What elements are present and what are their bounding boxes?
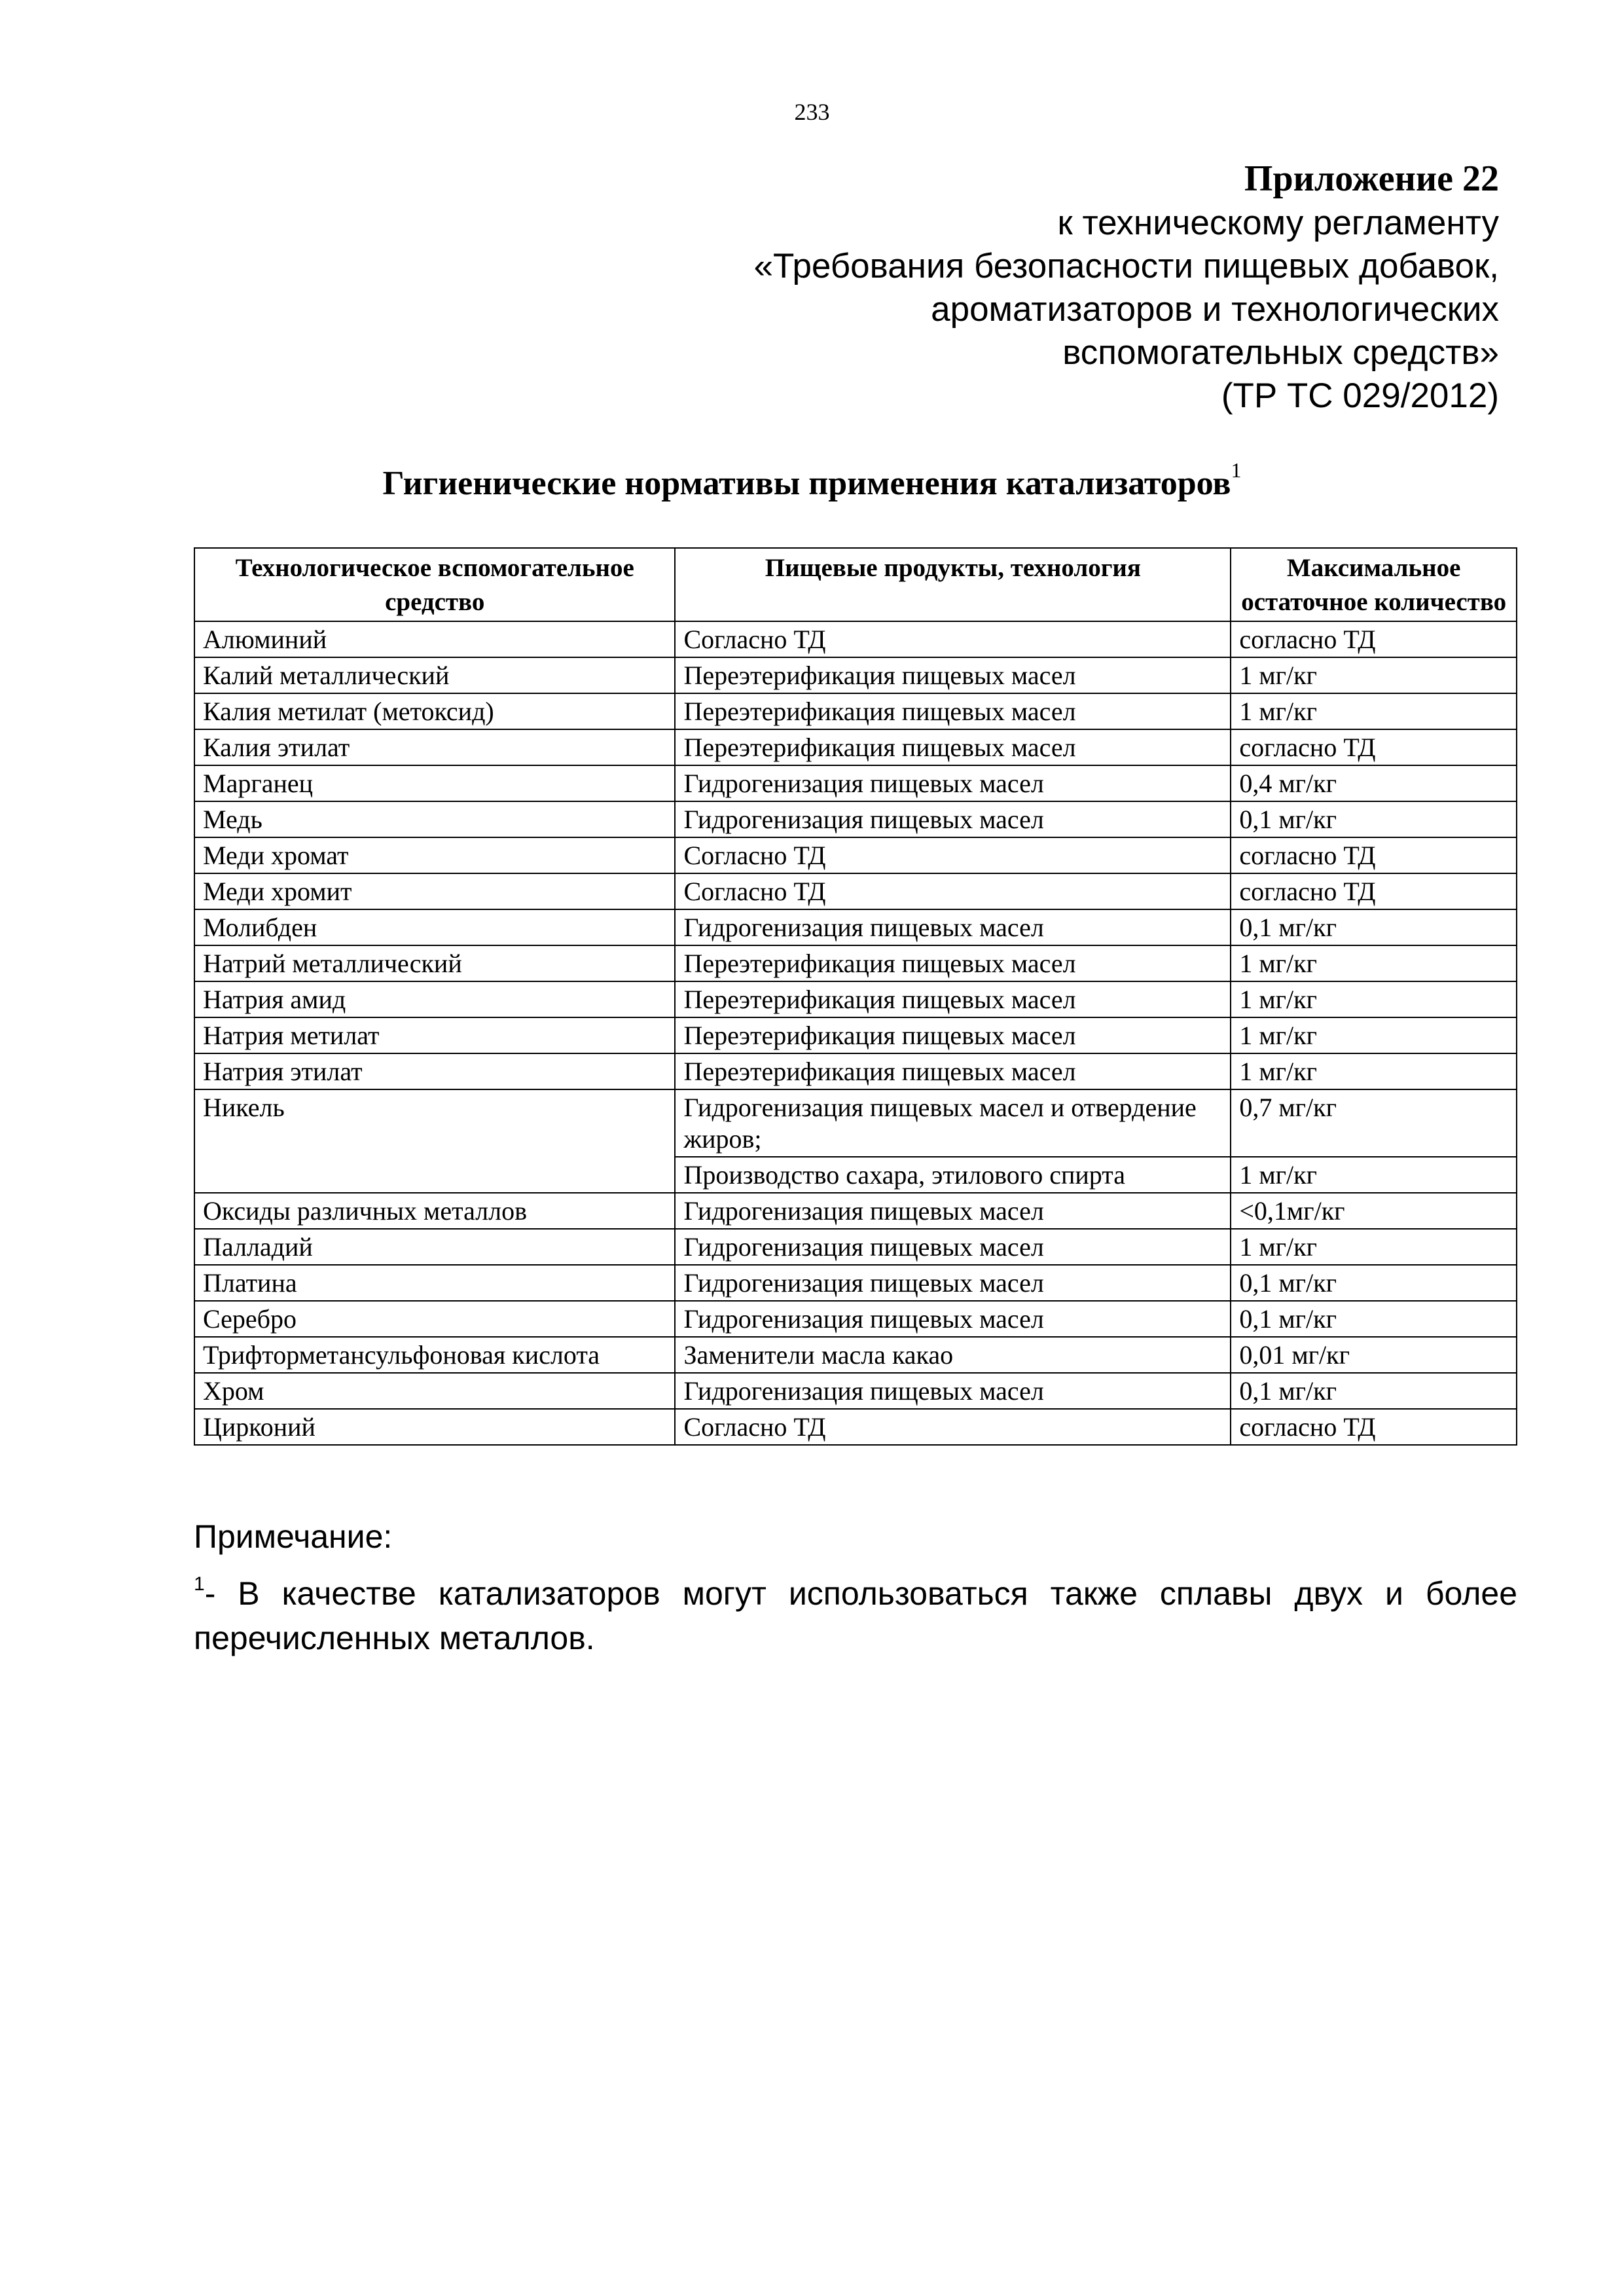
cell-max-residual: 0,4 мг/кг — [1231, 765, 1517, 801]
cell-product: Переэтерификация пищевых масел — [675, 693, 1231, 729]
cell-product: Переэтерификация пищевых масел — [675, 1053, 1231, 1089]
table-body — [194, 621, 1517, 1445]
cell-product: Согласно ТД — [675, 837, 1231, 873]
appendix-line: к техническому регламенту — [1057, 204, 1499, 242]
table-row — [194, 693, 1517, 729]
cell-product: Заменители масла какао — [675, 1337, 1231, 1373]
cell-max-residual: 0,01 мг/кг — [1231, 1337, 1517, 1373]
cell-product: Гидрогенизация пищевых масел — [675, 1193, 1231, 1229]
table-row — [194, 981, 1517, 1017]
cell-product: Гидрогенизация пищевых масел — [675, 801, 1231, 837]
cell-agent: Натрий металлический — [194, 945, 675, 981]
cell-agent: Трифторметансульфоновая кислота — [194, 1337, 675, 1373]
appendix-title: Приложение 22 — [1244, 158, 1499, 199]
cell-agent: Молибден — [194, 909, 675, 945]
cell-product: Согласно ТД — [675, 621, 1231, 657]
cell-max-residual: 0,1 мг/кг — [1231, 1265, 1517, 1301]
cell-product: Гидрогенизация пищевых масел — [675, 1373, 1231, 1409]
cell-max-residual: согласно ТД — [1231, 729, 1517, 765]
table-row — [194, 1229, 1517, 1265]
cell-agent: Меди хромат — [194, 837, 675, 873]
table-row — [194, 801, 1517, 837]
cell-product: Переэтерификация пищевых масел — [675, 981, 1231, 1017]
table-row — [194, 1301, 1517, 1337]
table-row — [194, 945, 1517, 981]
cell-max-residual: 1 мг/кг — [1231, 945, 1517, 981]
cell-product: Гидрогенизация пищевых масел — [675, 909, 1231, 945]
table-header-row — [194, 548, 1517, 621]
appendix-header — [517, 156, 1499, 418]
table-row — [194, 729, 1517, 765]
note-label: Примечание: — [194, 1518, 393, 1555]
cell-product: Переэтерификация пищевых масел — [675, 945, 1231, 981]
table-row — [194, 1089, 1517, 1157]
cell-max-residual: 0,1 мг/кг — [1231, 801, 1517, 837]
table-row — [194, 837, 1517, 873]
catalyst-norms-table — [194, 547, 1517, 1446]
cell-agent: Натрия этилат — [194, 1053, 675, 1089]
cell-max-residual: 0,7 мг/кг — [1231, 1089, 1517, 1157]
cell-max-residual: 0,1 мг/кг — [1231, 1301, 1517, 1337]
cell-max-residual: 1 мг/кг — [1231, 1053, 1517, 1089]
table-row — [194, 909, 1517, 945]
note-text — [194, 1562, 1517, 1660]
cell-product: Согласно ТД — [675, 1409, 1231, 1445]
page-number: 233 — [794, 99, 830, 125]
table-row — [194, 765, 1517, 801]
table-row — [194, 873, 1517, 909]
table-row — [194, 1017, 1517, 1053]
note-body: - В качестве катализаторов могут использоваться также сплавы двух и более перечисленных металлов. — [194, 1575, 1517, 1656]
cell-agent: Никель — [194, 1089, 675, 1193]
table-row — [194, 1193, 1517, 1229]
cell-max-residual: согласно ТД — [1231, 873, 1517, 909]
cell-product: Гидрогенизация пищевых масел — [675, 765, 1231, 801]
cell-product: Гидрогенизация пищевых масел — [675, 1229, 1231, 1265]
cell-agent: Палладий — [194, 1229, 675, 1265]
table-row — [194, 1373, 1517, 1409]
cell-product: Согласно ТД — [675, 873, 1231, 909]
cell-product: Производство сахара, этилового спирта — [675, 1157, 1231, 1193]
cell-max-residual: 0,1 мг/кг — [1231, 909, 1517, 945]
appendix-line: (ТР ТС 029/2012) — [1221, 376, 1499, 415]
table-row — [194, 657, 1517, 693]
cell-max-residual: 1 мг/кг — [1231, 1229, 1517, 1265]
cell-product: Переэтерификация пищевых масел — [675, 657, 1231, 693]
document-title-text: Гигиенические нормативы применения катализаторов — [382, 465, 1231, 502]
cell-agent: Алюминий — [194, 621, 675, 657]
cell-agent: Натрия метилат — [194, 1017, 675, 1053]
cell-max-residual: 1 мг/кг — [1231, 657, 1517, 693]
cell-agent: Оксиды различных металлов — [194, 1193, 675, 1229]
cell-product: Гидрогенизация пищевых масел — [675, 1265, 1231, 1301]
cell-max-residual: 0,1 мг/кг — [1231, 1373, 1517, 1409]
footnote-marker: 1 — [194, 1573, 205, 1595]
cell-max-residual: согласно ТД — [1231, 1409, 1517, 1445]
cell-agent: Натрия амид — [194, 981, 675, 1017]
cell-max-residual: 1 мг/кг — [1231, 1017, 1517, 1053]
cell-agent: Марганец — [194, 765, 675, 801]
cell-agent: Платина — [194, 1265, 675, 1301]
cell-max-residual: согласно ТД — [1231, 621, 1517, 657]
table-row — [194, 1053, 1517, 1089]
cell-agent: Медь — [194, 801, 675, 837]
cell-agent: Серебро — [194, 1301, 675, 1337]
appendix-line: «Требования безопасности пищевых добавок, — [753, 247, 1499, 285]
appendix-line: вспомогательных средств» — [1062, 333, 1499, 372]
column-header-max-residual: Максимальное остаточное количество — [1231, 548, 1517, 621]
cell-product: Переэтерификация пищевых масел — [675, 729, 1231, 765]
cell-max-residual: <0,1мг/кг — [1231, 1193, 1517, 1229]
cell-agent: Цирконий — [194, 1409, 675, 1445]
cell-agent: Калия метилат (метоксид) — [194, 693, 675, 729]
cell-agent: Калий металлический — [194, 657, 675, 693]
cell-product: Переэтерификация пищевых масел — [675, 1017, 1231, 1053]
column-header-agent: Технологическое вспомогательное средство — [194, 548, 675, 621]
cell-max-residual: 1 мг/кг — [1231, 693, 1517, 729]
cell-max-residual: 1 мг/кг — [1231, 981, 1517, 1017]
cell-max-residual: 1 мг/кг — [1231, 1157, 1517, 1193]
footnote-marker: 1 — [1231, 458, 1242, 482]
table-row — [194, 1265, 1517, 1301]
table-row — [194, 1337, 1517, 1373]
cell-product: Гидрогенизация пищевых масел и отвердение жиров; — [675, 1089, 1231, 1157]
cell-agent: Хром — [194, 1373, 675, 1409]
cell-agent: Калия этилат — [194, 729, 675, 765]
cell-agent: Меди хромит — [194, 873, 675, 909]
table-row — [194, 1409, 1517, 1445]
column-header-products: Пищевые продукты, технология — [675, 548, 1231, 621]
cell-product: Гидрогенизация пищевых масел — [675, 1301, 1231, 1337]
document-title — [0, 458, 1624, 503]
appendix-line: ароматизаторов и технологических — [931, 290, 1499, 329]
table-row — [194, 621, 1517, 657]
cell-max-residual: согласно ТД — [1231, 837, 1517, 873]
